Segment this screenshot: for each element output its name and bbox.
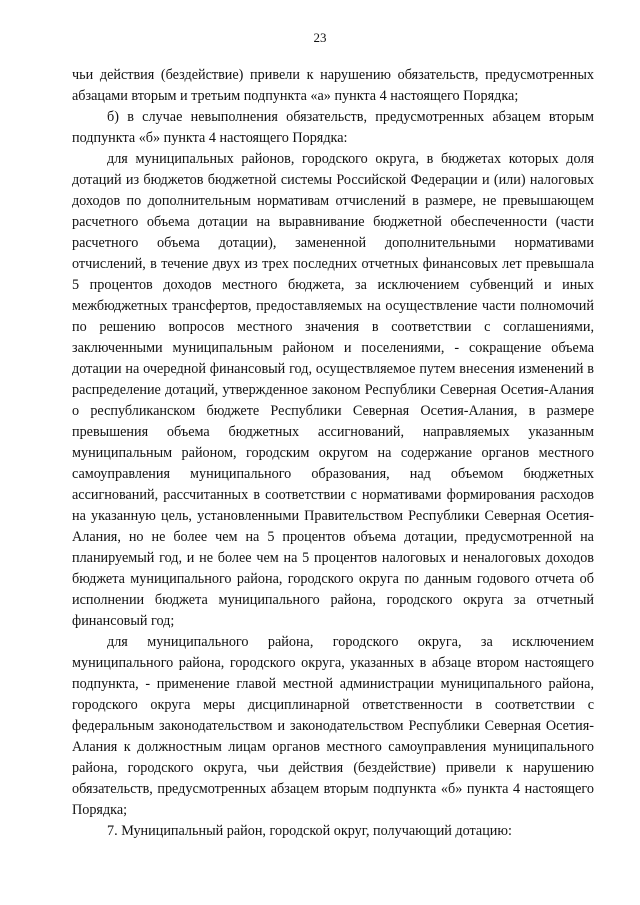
body-text [72, 65, 594, 842]
paragraph-item-7: 7. Муниципальный район, городской округ, получающий дотацию: [107, 823, 512, 839]
paragraph-subpoint-b: б) в случае невыполнения обязательств, предусмотренных абзацем вторым подпункта «б» пункта 4 настоящего Порядка: [72, 109, 594, 146]
paragraph-municipal-districts: для муниципальных районов, городского округа, в бюджетах которых доля дотаций из бюджетов бюджетной системы Российской Федерации и (или) налоговых доходов по дополнительным нормативам отчислений в размере, не превышающем расчетного объема дотации на выравнивание бюджетной обеспеченности (части расчетного объема дотации), замененной дополнительными нормативами отчислений, в течение двух из трех последних отчетных финансовых лет превышала 5 процентов доходов местного бюджета, за исключением субвенций и иных межбюджетных трансфертов, предоставляемых на осуществление части полномочий по решению вопросов местного значения в соответствии с соглашениями, заключенными муниципальным районом и поселениями, - сокращение объема дотации на очередной финансовый год, осуществляемое путем внесения изменений в распределение дотаций, утвержденное законом Республики Северная Осетия-Алания о республиканском бюджете Республики Северная Осетия-Алания, в размере превышения объема бюджетных ассигнований, направляемых указанным муниципальным районом, городским округом на содержание органов местного самоуправления муниципального образования, над объемом бюджетных ассигнований, рассчитанных в соответствии с нормативами формирования расходов на указанную цель, установленными Правительством Республики Северная Осетия-Алания, но не более чем на 5 процентов объема дотации, предусмотренной на планируемый год, и не более чем на 5 процентов налоговых и неналоговых доходов бюджета муниципального района, городского округа по данным годового отчета об исполнении бюджета муниципального района, городского округа за отчетный финансовый год; [72, 151, 594, 629]
page-number: 23 [313, 30, 327, 45]
paragraph-disciplinary-measures: для муниципального района, городского округа, за исключением муниципального района, городского округа, указанных в абзаце втором настоящего подпункта, - применение главой местной администрации муниципального района, городского округа меры дисциплинарной ответственности в соответствии с федеральным законодательством и законодательством Республики Северная Осетия-Алания к должностным лицам органов местного самоуправления муниципального района, городского округа, чьи действия (бездействие) привели к нарушению обязательств, предусмотренных абзацем вторым подпункта «б» пункта 4 настоящего Порядка; [72, 634, 594, 818]
paragraph-continuation: чьи действия (бездействие) привели к нарушению обязательств, предусмотренных абзацами вторым и третьим подпункта «а» пункта 4 настоящего Порядка; [72, 67, 594, 104]
